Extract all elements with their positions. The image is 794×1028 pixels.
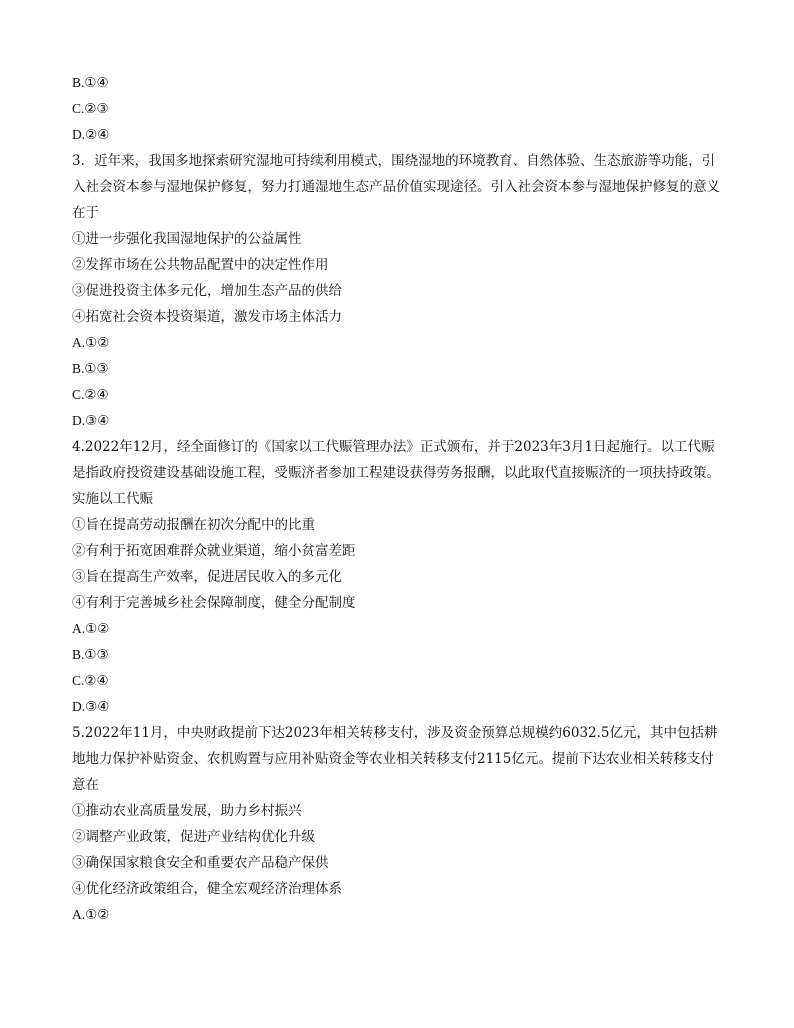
question-4 bbox=[72, 434, 724, 720]
question-stem: 3．近年来，我国多地探索研究湿地可持续利用模式，围绕湿地的环境教育、自然体验、生态旅游等功能，引入社会资本参与湿地保护修复，努力打通湿地生态产品价值实现途径。引入社会资本参与湿地保护修复的意义在于 bbox=[72, 153, 720, 221]
choice-c: C.②③ bbox=[72, 101, 109, 116]
statement-3: ③确保国家粮食安全和重要农产品稳产保供 bbox=[72, 855, 329, 871]
choice-a: A.①② bbox=[72, 907, 110, 922]
choice-b: B.①④ bbox=[72, 75, 109, 90]
statement-3: ③促进投资主体多元化，增加生态产品的供给 bbox=[72, 283, 342, 299]
statement-3: ③旨在提高生产效率，促进居民收入的多元化 bbox=[72, 569, 342, 585]
statement-1: ①旨在提高劳动报酬在初次分配中的比重 bbox=[72, 517, 315, 533]
exam-page bbox=[72, 70, 724, 928]
question-3 bbox=[72, 148, 724, 434]
choice-c: C.②④ bbox=[72, 387, 109, 402]
question-stem: 5.2022年11月，中央财政提前下达2023年相关转移支付，涉及资金预算总规模约6032.5亿元，其中包括耕地地力保护补贴资金、农机购置与应用补贴资金等农业相关转移支付2115亿元。提前下达农业相关转移支付意在 bbox=[72, 725, 718, 793]
statement-4: ④有利于完善城乡社会保障制度，健全分配制度 bbox=[72, 595, 356, 611]
choice-b: B.①③ bbox=[72, 361, 109, 376]
statement-4: ④优化经济政策组合，健全宏观经济治理体系 bbox=[72, 881, 342, 897]
question-5 bbox=[72, 720, 724, 928]
choice-d: D.③④ bbox=[72, 413, 110, 428]
choice-a: A.①② bbox=[72, 335, 110, 350]
statement-1: ①推动农业高质量发展，助力乡村振兴 bbox=[72, 803, 302, 819]
statement-4: ④拓宽社会资本投资渠道，激发市场主体活力 bbox=[72, 309, 342, 325]
statement-2: ②发挥市场在公共物品配置中的决定性作用 bbox=[72, 257, 329, 273]
statement-2: ②有利于拓宽困难群众就业渠道，缩小贫富差距 bbox=[72, 543, 356, 559]
choice-c: C.②④ bbox=[72, 673, 109, 688]
statement-1: ①进一步强化我国湿地保护的公益属性 bbox=[72, 231, 302, 247]
question-stem: 4.2022年12月，经全面修订的《国家以工代赈管理办法》正式颁布，并于2023年3月1日起施行。以工代赈是指政府投资建设基础设施工程，受赈济者参加工程建设获得劳务报酬，以此取代直接赈济的一项扶持政策。实施以工代赈 bbox=[72, 439, 720, 507]
choice-b: B.①③ bbox=[72, 647, 109, 662]
carry-over-choices bbox=[72, 70, 724, 148]
choice-a: A.①② bbox=[72, 621, 110, 636]
statement-2: ②调整产业政策，促进产业结构优化升级 bbox=[72, 829, 315, 845]
choice-d: D.②④ bbox=[72, 127, 110, 142]
choice-d: D.③④ bbox=[72, 699, 110, 714]
